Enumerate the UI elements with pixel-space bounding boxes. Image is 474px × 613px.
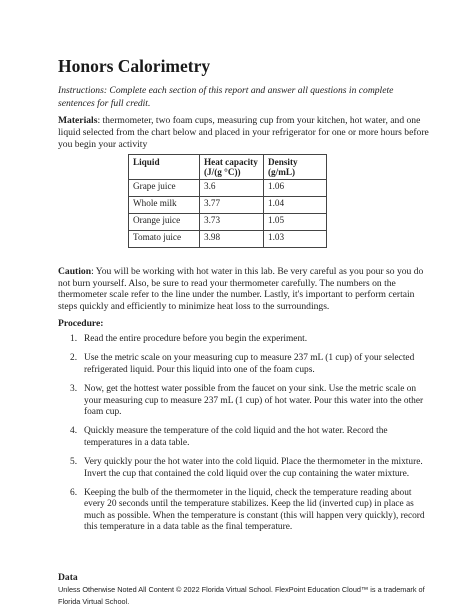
materials-paragraph (58, 115, 430, 151)
step-number: 5. (70, 457, 78, 468)
caution-paragraph (58, 266, 431, 312)
step-text: Read the entire procedure before you begin the experiment. (84, 334, 308, 344)
materials-label: Materials (58, 115, 98, 126)
step-number: 3. (70, 384, 78, 395)
step-text: Very quickly pour the hot water into the cold liquid. Place the thermometer in the mixture. Invert the cup that contained the cold liquid over the cup containing the water mixture. (84, 457, 423, 479)
list-item (58, 384, 430, 418)
data-heading: Data (58, 572, 78, 583)
step-number: 6. (70, 488, 78, 499)
table-cell: Whole milk (129, 197, 200, 214)
table-cell: 3.73 (200, 214, 264, 231)
step-number: 2. (70, 353, 78, 364)
table-row (129, 180, 327, 197)
table-header-row (129, 155, 327, 180)
table-cell: 3.6 (200, 180, 264, 197)
table-cell: Tomato juice (129, 231, 200, 248)
step-number: 1. (70, 334, 78, 344)
table-cell: 1.04 (264, 197, 327, 214)
liquid-properties-table (128, 154, 327, 248)
table-cell: Orange juice (129, 214, 200, 231)
table-cell: 1.05 (264, 214, 327, 231)
list-item (58, 334, 430, 345)
table-cell: Grape juice (129, 180, 200, 197)
list-item (58, 353, 430, 376)
table-row (129, 231, 327, 248)
step-number: 4. (70, 426, 78, 437)
copyright-footer: Unless Otherwise Noted All Content © 2022 Florida Virtual School. FlexPoint Education Cloud™ is a trademark of Florida Virtual School. (58, 585, 425, 606)
table-header-cell: Liquid (129, 155, 200, 180)
list-item (58, 488, 430, 534)
procedure-heading: Procedure: (58, 318, 104, 329)
page-title: Honors Calorimetry (58, 56, 211, 76)
list-item (58, 426, 430, 449)
caution-text: : You will be working with hot water in this lab. Be very careful as you pour so you do not burn yourself. Also, be sure to read your thermometer carefully. The numbers on the thermometer scale refer to the line under the number. Lastly, it's important to perform certain steps quickly and efficiently to minimize heat loss to the surroundings. (58, 266, 424, 312)
table-cell: 3.98 (200, 231, 264, 248)
materials-text: : thermometer, two foam cups, measuring cup from your kitchen, hot water, and one liquid selected from the chart below and placed in your refrigerator for one or more hours before you begin your activity (58, 115, 429, 150)
table-row (129, 197, 327, 214)
instructions-text: Instructions: Complete each section of this report and answer all questions in complete sentences for full credit. (58, 85, 394, 109)
table-cell: 3.77 (200, 197, 264, 214)
table-header-cell: Heat capacity (J/(g °C)) (200, 155, 264, 180)
table-cell: 1.03 (264, 231, 327, 248)
table-cell: 1.06 (264, 180, 327, 197)
table-header-cell: Density (g/mL) (264, 155, 327, 180)
caution-label: Caution (58, 266, 92, 277)
step-text: Use the metric scale on your measuring cup to measure 237 mL (1 cup) of your selected refrigerated liquid. Pour this liquid into one of the foam cups. (84, 353, 415, 375)
step-text: Now, get the hottest water possible from the faucet on your sink. Use the metric scale on your measuring cup to measure 237 mL (1 cup) of hot water. Pour this water into the other foam cup. (84, 384, 424, 418)
procedure-list (58, 334, 430, 542)
list-item (58, 457, 430, 480)
step-text: Keeping the bulb of the thermometer in the liquid, check the temperature reading about every 20 seconds until the temperature stabilizes. Keep the lid (inverted cup) in place as much as possible. When the temperature is constant (this will happen very quickly), record this temperature in a data table as the final temperature. (84, 488, 425, 533)
step-text: Quickly measure the temperature of the cold liquid and the hot water. Record the temperatures in a data table. (84, 426, 388, 448)
table-row (129, 214, 327, 231)
